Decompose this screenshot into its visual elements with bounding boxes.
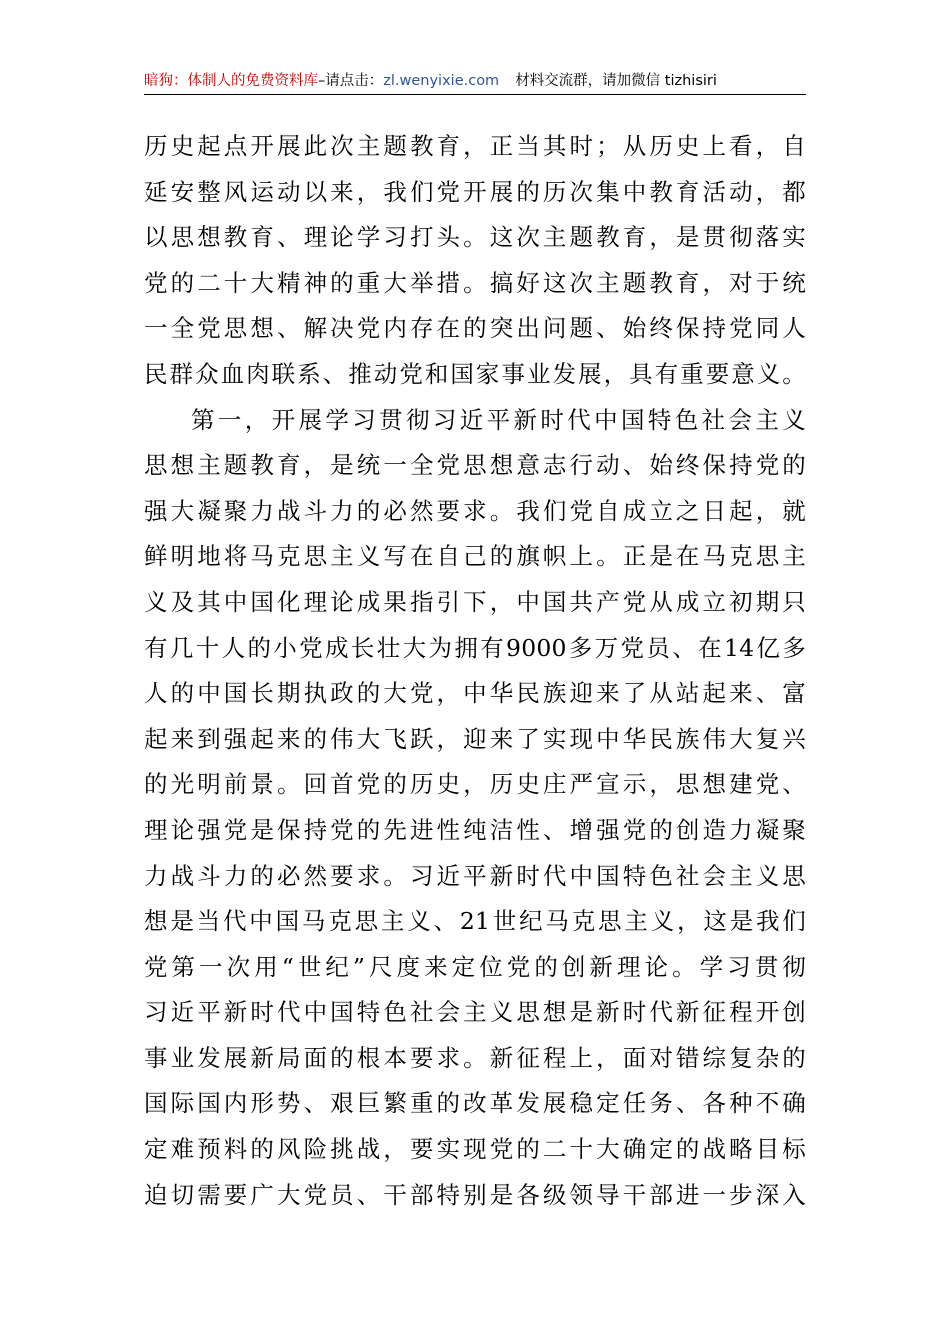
text-line: 思想主题教育，是统一全党思想意志行动、始终保持党的 [144, 451, 806, 480]
header-url-link[interactable]: zl.wenyixie.com [383, 73, 500, 89]
text-line: 延安整风运动以来，我们党开展的历次集中教育活动，都 [144, 177, 806, 206]
text-line: 习近平新时代中国特色社会主义思想是新时代新征程开创 [144, 998, 806, 1027]
text-line: 一全党思想、解决党内存在的突出问题、始终保持党同人 [144, 314, 806, 343]
text-line: 想是当代中国马克思主义、21世纪马克思主义，这是我们 [144, 907, 806, 936]
text-line: 历史起点开展此次主题教育，正当其时；从历史上看，自 [144, 132, 806, 160]
header-site-name: 暗狗：体制人的免费资料库 [144, 73, 318, 89]
header-divider [144, 94, 806, 95]
text-line: 起来到强起来的伟大飞跃，迎来了实现中华民族伟大复兴 [144, 724, 806, 753]
text-line: 迫切需要广大党员、干部特别是各级领导干部进一步深入 [144, 1180, 806, 1209]
text-line: 力战斗力的必然要求。习近平新时代中国特色社会主义思 [144, 861, 806, 890]
text-line: 党的二十大精神的重大举措。搞好这次主题教育，对于统 [144, 268, 806, 297]
text-line: 有几十人的小党成长壮大为拥有9000多万党员、在14亿多 [144, 633, 806, 662]
text-line: 定难预料的风险挑战，要实现党的二十大确定的战略目标 [144, 1135, 806, 1164]
paragraph-first-line: 第一，开展学习贯彻习近平新时代中国特色社会主义 [191, 405, 806, 434]
text-line: 的光明前景。回首党的历史，历史庄严宣示，思想建党、 [144, 770, 806, 799]
text-line: 义及其中国化理论成果指引下，中国共产党从成立初期只 [144, 587, 806, 616]
text-line: 鲜明地将马克思主义写在自己的旗帜上。正是在马克思主 [144, 542, 806, 571]
text-line: 强大凝聚力战斗力的必然要求。我们党自成立之日起，就 [144, 496, 806, 525]
text-line: 党第一次用“世纪”尺度来定位党的创新理论。学习贯彻 [144, 952, 806, 981]
text-line: 事业发展新局面的根本要求。新征程上，面对错综复杂的 [144, 1043, 806, 1072]
header-click-prompt: –请点击： [318, 73, 384, 89]
text-line: 国际国内形势、艰巨繁重的改革发展稳定任务、各种不确 [144, 1089, 806, 1118]
document-body [144, 124, 806, 1218]
text-line: 人的中国长期执政的大党，中华民族迎来了从站起来、富 [144, 679, 806, 708]
text-line: 理论强党是保持党的先进性纯洁性、增强党的创造力凝聚 [144, 815, 806, 844]
text-line: 民群众血肉联系、推动党和国家事业发展，具有重要意义。 [144, 359, 806, 388]
page-header [144, 68, 806, 94]
text-line: 以思想教育、理论学习打头。这次主题教育，是贯彻落实 [144, 223, 806, 252]
header-contact: 材料交流群，请加微信 tizhisiri [515, 73, 717, 89]
